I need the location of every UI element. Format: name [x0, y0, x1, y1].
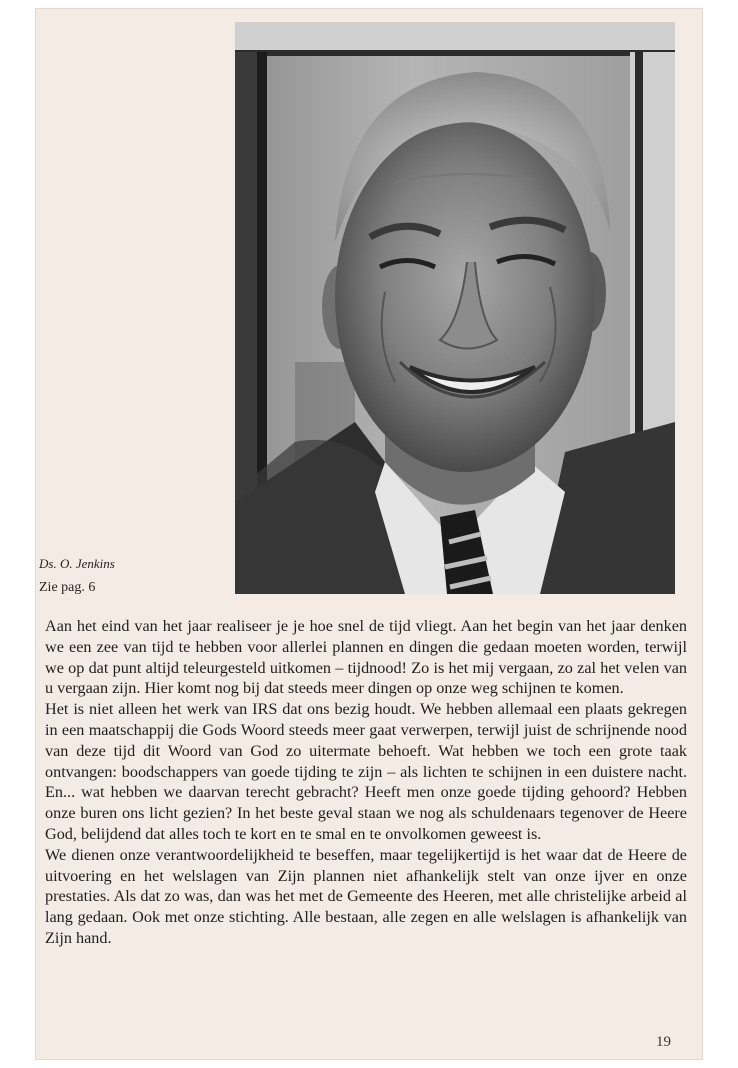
paragraph: Aan het eind van het jaar realiseer je je hoe snel de tijd vliegt. Aan het begin van het jaar denken we een zee van tijd te hebben voor allerlei plannen en dingen die gedaan moeten worden, terwijl we op dat punt altijd teleurgesteld uitkomen – tijdnood! Zo is het mij vergaan, zo zal het velen van u vergaan zijn. Hier komt nog bij dat steeds meer dingen op onze weg schijnen te komen. [45, 617, 687, 698]
portrait-photo [235, 22, 675, 594]
page-number: 19 [656, 1034, 671, 1050]
photo-caption-name: Ds. O. Jenkins [39, 556, 115, 571]
book-page [35, 8, 703, 1060]
paragraph: We dienen onze verantwoordelijkheid te beseffen, maar tegelijkertijd is het waar dat de Heere de uitvoering en het welslagen van Zijn plannen niet afhankelijk stelt van onze ijver en onze prestaties. Als dat zo was, dan was het met de Gemeente des Heeren, met alle christelijke arbeid al lang gedaan. Ook met onze stichting. Alle bestaan, alle zegen en alle welslagen is afhankelijk van Zijn hand. [45, 845, 687, 947]
photo-caption-reference: Zie pag. 6 [39, 580, 96, 595]
paragraph: Het is niet alleen het werk van IRS dat ons bezig houdt. We hebben allemaal een plaats gekregen in een maatschappij die Gods Woord steeds meer gaat verwerpen, terwijl juist de schrijnende nood van deze tijd dit Woord van God zo uitermate behoeft. Wat hebben we toch een grote taak ontvangen: boodschappers van goede tijding te zijn – als lichten te schijnen in een duistere nacht. En... wat hebben we daarvan terecht gebracht? Heeft men onze goede tijding gehoord? Hebben onze buren ons licht gezien? In het beste geval staan we nog als schuldenaars tegenover de Heere God, belijdend dat alles toch te kort en te smal en te onvolkomen geweest is. [45, 700, 687, 843]
article-body [45, 616, 687, 949]
